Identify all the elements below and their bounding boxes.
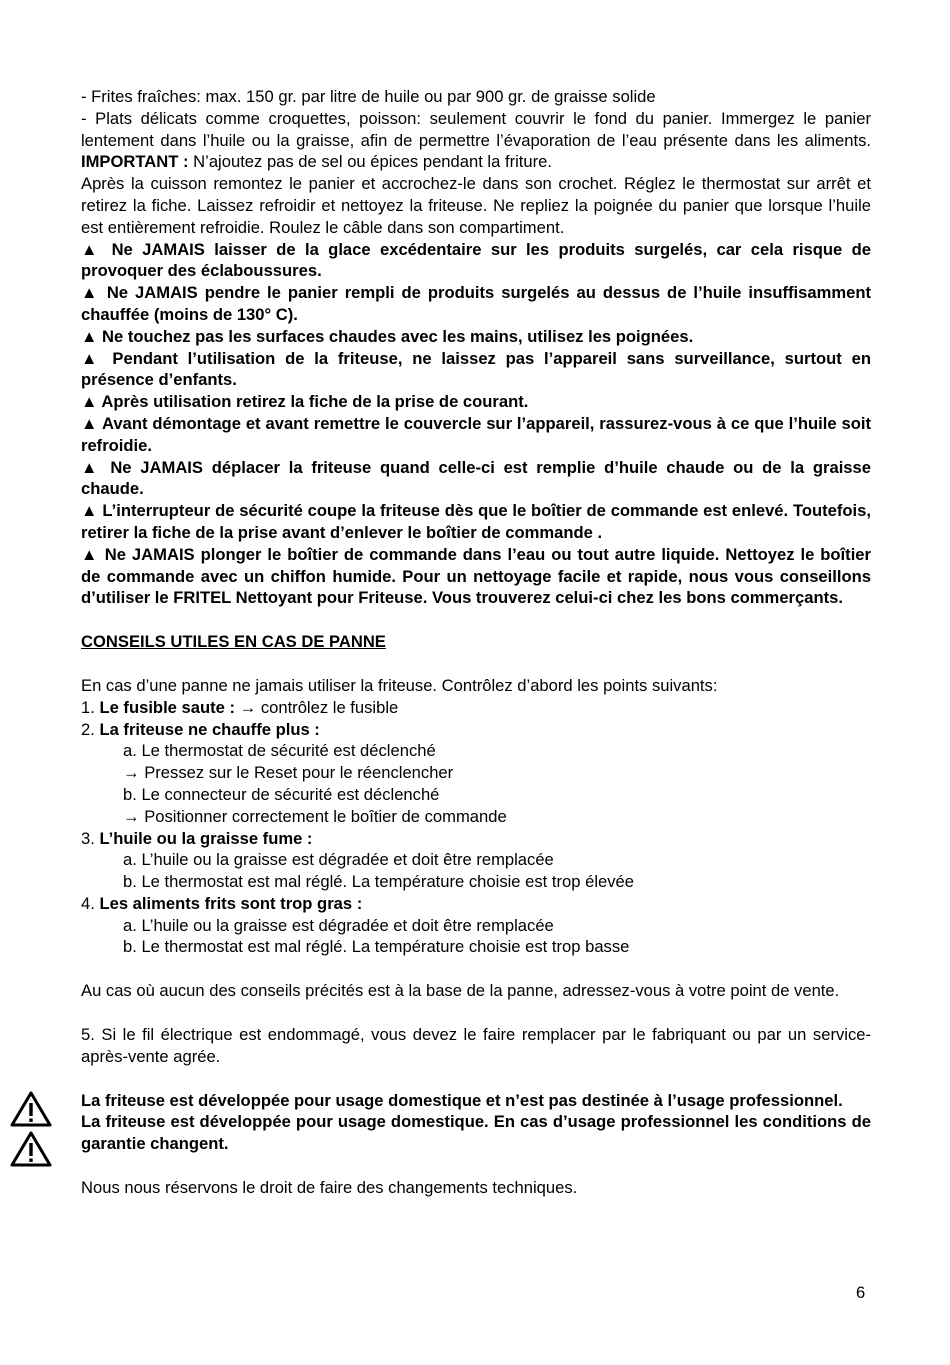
warranty-warning: La friteuse est développée pour usage domestique. En cas d’usage professionnel les conditions de garantie changent. [81, 1112, 871, 1154]
warning-item: ▲ Ne JAMAIS déplacer la friteuse quand celle-ci est remplie d’huile chaude ou de la graisse chaude. [81, 457, 871, 499]
trouble-sub-item: b. Le thermostat est mal réglé. La température choisie est trop élevée [123, 872, 634, 892]
trouble-item-3: 3. L’huile ou la graisse fume : [81, 828, 313, 848]
important-label: IMPORTANT : [81, 152, 189, 172]
warning-item: ▲ Ne JAMAIS plonger le boîtier de commande dans l’eau ou tout autre liquide. Nettoyez le boîtier de commande avec un chiffon humide. Pour un nettoyage facile et rapide, nous vous conseillons d’utiliser le FRITEL Nettoyant pour Friteuse. Vous trouverez celui-ci chez les bons commerçants. [81, 544, 871, 608]
page-content [81, 86, 871, 1199]
warning-item: ▲ Ne JAMAIS laisser de la glace excédentaire sur les produits surgelés, car cela risque de provoquer des éclaboussures. [81, 239, 871, 281]
trouble-item-1: 1. Le fusible saute : → contrôlez le fusible [81, 697, 399, 717]
page-number: 6 [856, 1283, 866, 1302]
trouble-sub-item: b. Le thermostat est mal réglé. La température choisie est trop basse [123, 937, 630, 957]
trouble-sub-item: a. L’huile ou la graisse est dégradée et doit être remplacée [123, 850, 554, 870]
technical-changes-note: Nous nous réservons le droit de faire des changements techniques. [81, 1178, 578, 1198]
section-heading-troubleshooting: CONSEILS UTILES EN CAS DE PANNE [81, 632, 386, 652]
warning-item: ▲ L’interrupteur de sécurité coupe la friteuse dès que le boîtier de commande est enlevé. Toutefois, retirer la fiche de la prise avant d’enlever le boîtier de commande . [81, 501, 871, 542]
trouble-sub-item: a. Le thermostat de sécurité est déclenché [123, 741, 436, 761]
warning-item: ▲ Après utilisation retirez la fiche de la prise de courant. [81, 392, 529, 412]
trouble-item-2: 2. La friteuse ne chauffe plus : [81, 719, 320, 739]
trouble-sub-item: b. Le connecteur de sécurité est déclenché [123, 784, 440, 804]
intro-paragraph: - Plats délicats comme croquettes, poisson: seulement couvrir le fond du panier. Immergez le panier lentement dans l’huile ou la graisse, afin de permettre l’évaporation de l’eau présente dans les aliments. IMPORTANT : N’ajoutez pas de sel ou épices pendant la friture. [81, 108, 871, 172]
trouble-fix: → Positionner correctement le boîtier de commande [123, 806, 507, 826]
trouble-item-4: 4. Les aliments frits sont trop gras : [81, 893, 363, 913]
cable-replacement-note: 5. Si le fil électrique est endommagé, vous devez le faire remplacer par le fabriquant ou par un service-après-vente agrée. [81, 1025, 871, 1066]
after-cooking-paragraph: Après la cuisson remontez le panier et accrochez-le dans son crochet. Réglez le thermostat sur arrêt et retirez la fiche. Laissez refroidir et nettoyez la friteuse. Ne repliez la poignée du panier que lorsque l’huile est entièrement refroidie. Roulez le câble dans son compartiment. [81, 174, 871, 237]
warning-triangle-icon [9, 1090, 53, 1128]
intro-line-fresh-fries: - Frites fraîches: max. 150 gr. par litre de huile ou par 900 gr. de graisse solide [81, 87, 656, 106]
troubleshooting-outro: Au cas où aucun des conseils précités est à la base de la panne, adressez-vous à votre point de vente. [81, 981, 840, 1001]
troubleshooting-intro: En cas d’une panne ne jamais utiliser la friteuse. Contrôlez d’abord les points suivants: [81, 675, 718, 695]
warning-triangle-icon [9, 1130, 53, 1168]
warning-item: ▲ Ne touchez pas les surfaces chaudes avec les mains, utilisez les poignées. [81, 326, 694, 346]
trouble-sub-item: a. L’huile ou la graisse est dégradée et doit être remplacée [123, 915, 554, 935]
warning-item: ▲ Avant démontage et avant remettre le couvercle sur l’appareil, rassurez-vous à ce que l’huile soit refroidie. [81, 413, 871, 455]
domestic-use-warning: La friteuse est développée pour usage domestique et n’est pas destinée à l’usage professionnel. [81, 1090, 843, 1110]
professional-use-warning [81, 1090, 871, 1155]
warning-item: ▲ Pendant l’utilisation de la friteuse, ne laissez pas l’appareil sans surveillance, surtout en présence d’enfants. [81, 348, 871, 390]
trouble-fix: → Pressez sur le Reset pour le réenclencher [123, 763, 454, 783]
warning-item: ▲ Ne JAMAIS pendre le panier rempli de produits surgelés au dessus de l’huile insuffisamment chauffée (moins de 130° C). [81, 283, 871, 324]
